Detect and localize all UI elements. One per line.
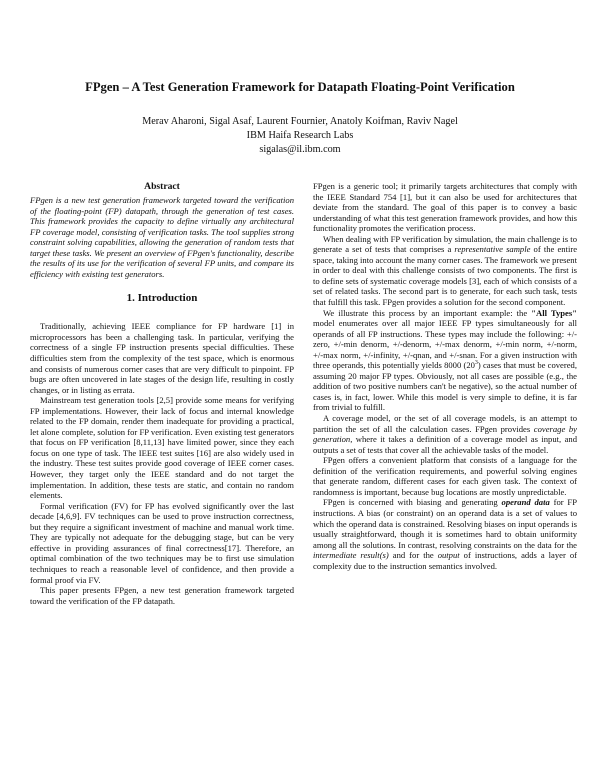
- right-paragraph-4: [313, 413, 577, 455]
- right-paragraph-2: [313, 234, 577, 308]
- intro-paragraph-3: Formal verification (FV) for FP has evolved significantly over the last decade [4,6,9]. FV techniques can be used to prove instruction correctness, but they require a significant investment of machine and manual work time. They are typically not adequate for the debugging stage, but can be very effective in providing assurances of final correctness[17]. Therefore, an optimal combination of the two techniques may be to first use simulation techniques to reach a reasonable level of confidence, and then provide a formal proof via FV.: [30, 500, 294, 585]
- text-run: When dealing with FP verification by simulation, the main challenge is to generate a set of tests that comprises a: [313, 233, 577, 255]
- email: sigalas@il.ibm.com: [259, 144, 341, 155]
- emphasis-run: output: [437, 550, 460, 561]
- intro-paragraph-2: Mainstream test generation tools [2,5] provide some means for verifying FP implementations. However, their lack of focus and internal knowledge related to the FP domain, render them inadequate for providing a practical, let alone complete, solution for FP verification. Even existing test generators that focus on FP verification [8,11,13] have limited power, since they each focus on one type of task. The IEEE test suites [16] are also widely used in the industry. These test suites provide good coverage of IEEE corner cases. However, they target only the IEEE standard and do not target the implementation. In addition, these tests are static, and contain no random elements.: [30, 395, 294, 501]
- affiliation: IBM Haifa Research Labs: [246, 130, 354, 141]
- text-run: model enumerates over all major IEEE FP types simultaneously for all operands of all FP instructions. These types may include the following: +/-zero, +/-min denorm, +/-denorm, +/-max denorm, +/-min norm, +/-norm, +/-max norm, +/-infinity, +/-qnan, and +/-snan. For a given instruction with three operands, this potentially yields 8000 (20: [313, 318, 577, 371]
- author-names: Merav Aharoni, Sigal Asaf, Laurent Fournier, Anatoly Koifman, Raviv Nagel: [142, 116, 458, 127]
- right-column: [313, 181, 577, 571]
- text-run: for FP instructions. A bias (or constraint) on an operand data is a set of values to which the operand data is constrained. Resolving biases on input operands is usually straightforward, though it is sometimes hard to obtain uniformity among all the solutions. In contrast, resolving constraints on the data for the: [313, 497, 577, 550]
- abstract-heading: Abstract: [144, 181, 180, 192]
- emphasis-run: coverage by generation: [313, 423, 577, 445]
- text-run: A coverage model, or the set of all coverage models, is an attempt to partition the set of all the calculation cases. FPgen provides: [313, 413, 577, 434]
- section-heading-introduction: 1. Introduction: [126, 292, 198, 305]
- text-run: , where it takes a definition of a coverage model as input, and outputs a set of tests that cover all the achievable tasks of the model.: [313, 434, 577, 455]
- left-column: [30, 181, 294, 606]
- emphasis-run: intermediate result(s): [313, 550, 389, 561]
- paper-title: FPgen – A Test Generation Framework for Datapath Floating-Point Verification: [85, 80, 515, 94]
- right-paragraph-3: [313, 308, 577, 413]
- bold-italic-run: operand data: [501, 497, 550, 508]
- bold-run: "All Types": [531, 307, 577, 318]
- text-run: FPgen is concerned with biasing and generating: [323, 497, 502, 508]
- right-paragraph-6: [313, 497, 577, 571]
- text-run: of instructions, adds a layer of complexity due to the instruction semantics involved.: [313, 550, 577, 571]
- text-run: We illustrate this process by an important example: the: [323, 307, 532, 318]
- intro-paragraph-1: Traditionally, achieving IEEE compliance for FP hardware [1] in microprocessors has been a challenging task. In particular, verifying the correctness of a single FP instruction presents special difficulties. These difficulties stem from the complexity of the test space, which is enormous and consists of numerous corner cases that are very difficult to pinpoint. FP bugs are often uncovered in late stages of the design life, resulting in costly changes, or in listing as errata.: [30, 321, 294, 395]
- right-paragraph-5: FPgen offers a convenient platform that consists of a language for the definition of the verification requirements, and powerful solving engines that generate random, different cases for each given task. The context of randomness is important, because bug locations are mostly unpredictable.: [313, 455, 577, 497]
- author-block: [0, 115, 600, 157]
- abstract-text: FPgen is a new test generation framework targeted toward the verification of the floating-point (FP) datapath, through the generation of test cases. This framework provides the capacity to define virtually any architectural FP coverage model, consisting of verification tasks. The tool supplies strong constraint solving capabilities, allowing the generation of random tests that target these tasks. We present an overview of FPgen's functionality, describe the results of its use for the verification of several FP units, and compare its efficiency with existing test generators.: [30, 195, 294, 279]
- text-run: and for the: [388, 550, 438, 561]
- text-run: ) cases that must be covered, assuming 20 major FP types. Obviously, not all cases are possible (e.g., the addition of two positive numbers can't be negative), so the actual number of cases is, in fact, lower. While this model is very simple to define, it is far from trivial to fulfill.: [313, 360, 577, 413]
- emphasis-run: representative sample: [454, 244, 531, 255]
- right-paragraph-1: FPgen is a generic tool; it primarily targets architectures that comply with the IEEE Standard 754 [1], but it can also be used for architectures that deviate from the standard. The goal of this paper is to convey a basic understanding of what this test generation framework provides, and how this functionality promotes the verification process.: [313, 181, 577, 234]
- intro-paragraph-4: This paper presents FPgen, a new test generation framework targeted toward the verification of the FP datapath.: [30, 585, 294, 606]
- superscript: 3: [474, 360, 478, 367]
- text-run: of the entire space, taking into account the many corner cases. The framework we present in order to deal with this challenge consists of two components. The first is to define sets of systematic coverage models [3], each of which consists of a set of related tasks. The second part is to generate, for each such task, tests that fulfill this task. FPgen provides a solution for the second component.: [313, 244, 578, 308]
